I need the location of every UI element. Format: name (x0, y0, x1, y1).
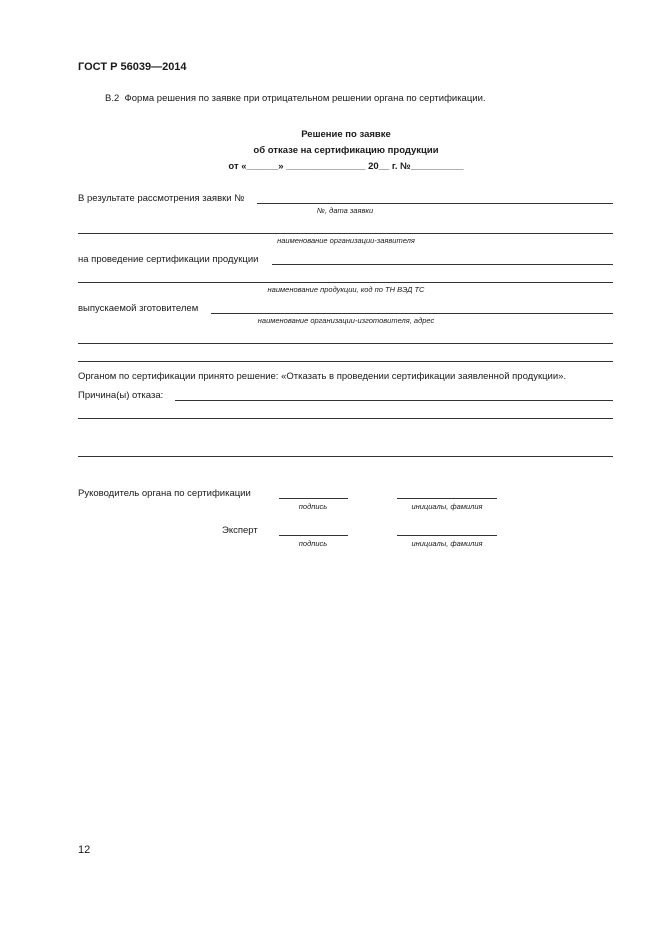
product-label: на проведение сертификации продукции (78, 254, 259, 265)
standard-number: ГОСТ Р 56039—2014 (78, 61, 187, 73)
section-number: В.2 (105, 93, 120, 104)
application-label: В результате рассмотрения заявки № (78, 193, 245, 204)
title-line-3: от «______» _______________ 20__ г. №__________ (228, 161, 464, 172)
product-line-1[interactable] (272, 264, 613, 265)
reason-line-3[interactable] (78, 456, 613, 457)
expert-signature-line[interactable] (279, 535, 348, 536)
expert-signature-caption: подпись (298, 539, 328, 548)
section-intro (105, 93, 486, 104)
title-line-2: об отказе на сертификацию продукции (253, 145, 439, 156)
reason-label: Причина(ы) отказа: (78, 390, 164, 401)
manufacturer-label: выпускаемой зготовителем (78, 303, 199, 314)
manufacturer-line[interactable] (211, 313, 613, 314)
reason-line-2[interactable] (78, 418, 613, 419)
product-line-2[interactable] (78, 282, 613, 283)
expert-name-line[interactable] (397, 535, 497, 536)
title-line-1: Решение по заявке (301, 129, 391, 140)
manufacturer-extra-line-2[interactable] (78, 361, 613, 362)
manufacturer-extra-line-1[interactable] (78, 343, 613, 344)
head-signature-line[interactable] (279, 498, 348, 499)
head-label: Руководитель органа по сертификации (78, 488, 251, 499)
manufacturer-caption: наименование организации-изготовителя, адрес (257, 316, 435, 325)
applicant-caption: наименование организации-заявителя (277, 236, 415, 245)
head-name-caption: инициалы, фамилия (411, 502, 483, 511)
head-name-line[interactable] (397, 498, 497, 499)
page-number: 12 (78, 844, 91, 856)
section-text: Форма решения по заявке при отрицательном решении органа по сертификации. (124, 93, 486, 104)
application-line[interactable] (257, 203, 613, 204)
decision-text: Органом по сертификации принято решение: «Отказать в проведении сертификации заявленной продукции». (78, 371, 567, 382)
expert-label: Эксперт (222, 525, 258, 536)
head-signature-caption: подпись (298, 502, 328, 511)
reason-line-1[interactable] (175, 400, 613, 401)
product-caption: наименование продукции, код по ТН ВЭД ТС (267, 285, 425, 294)
applicant-line[interactable] (78, 233, 613, 234)
application-caption: №, дата заявки (316, 206, 374, 215)
expert-name-caption: инициалы, фамилия (411, 539, 483, 548)
